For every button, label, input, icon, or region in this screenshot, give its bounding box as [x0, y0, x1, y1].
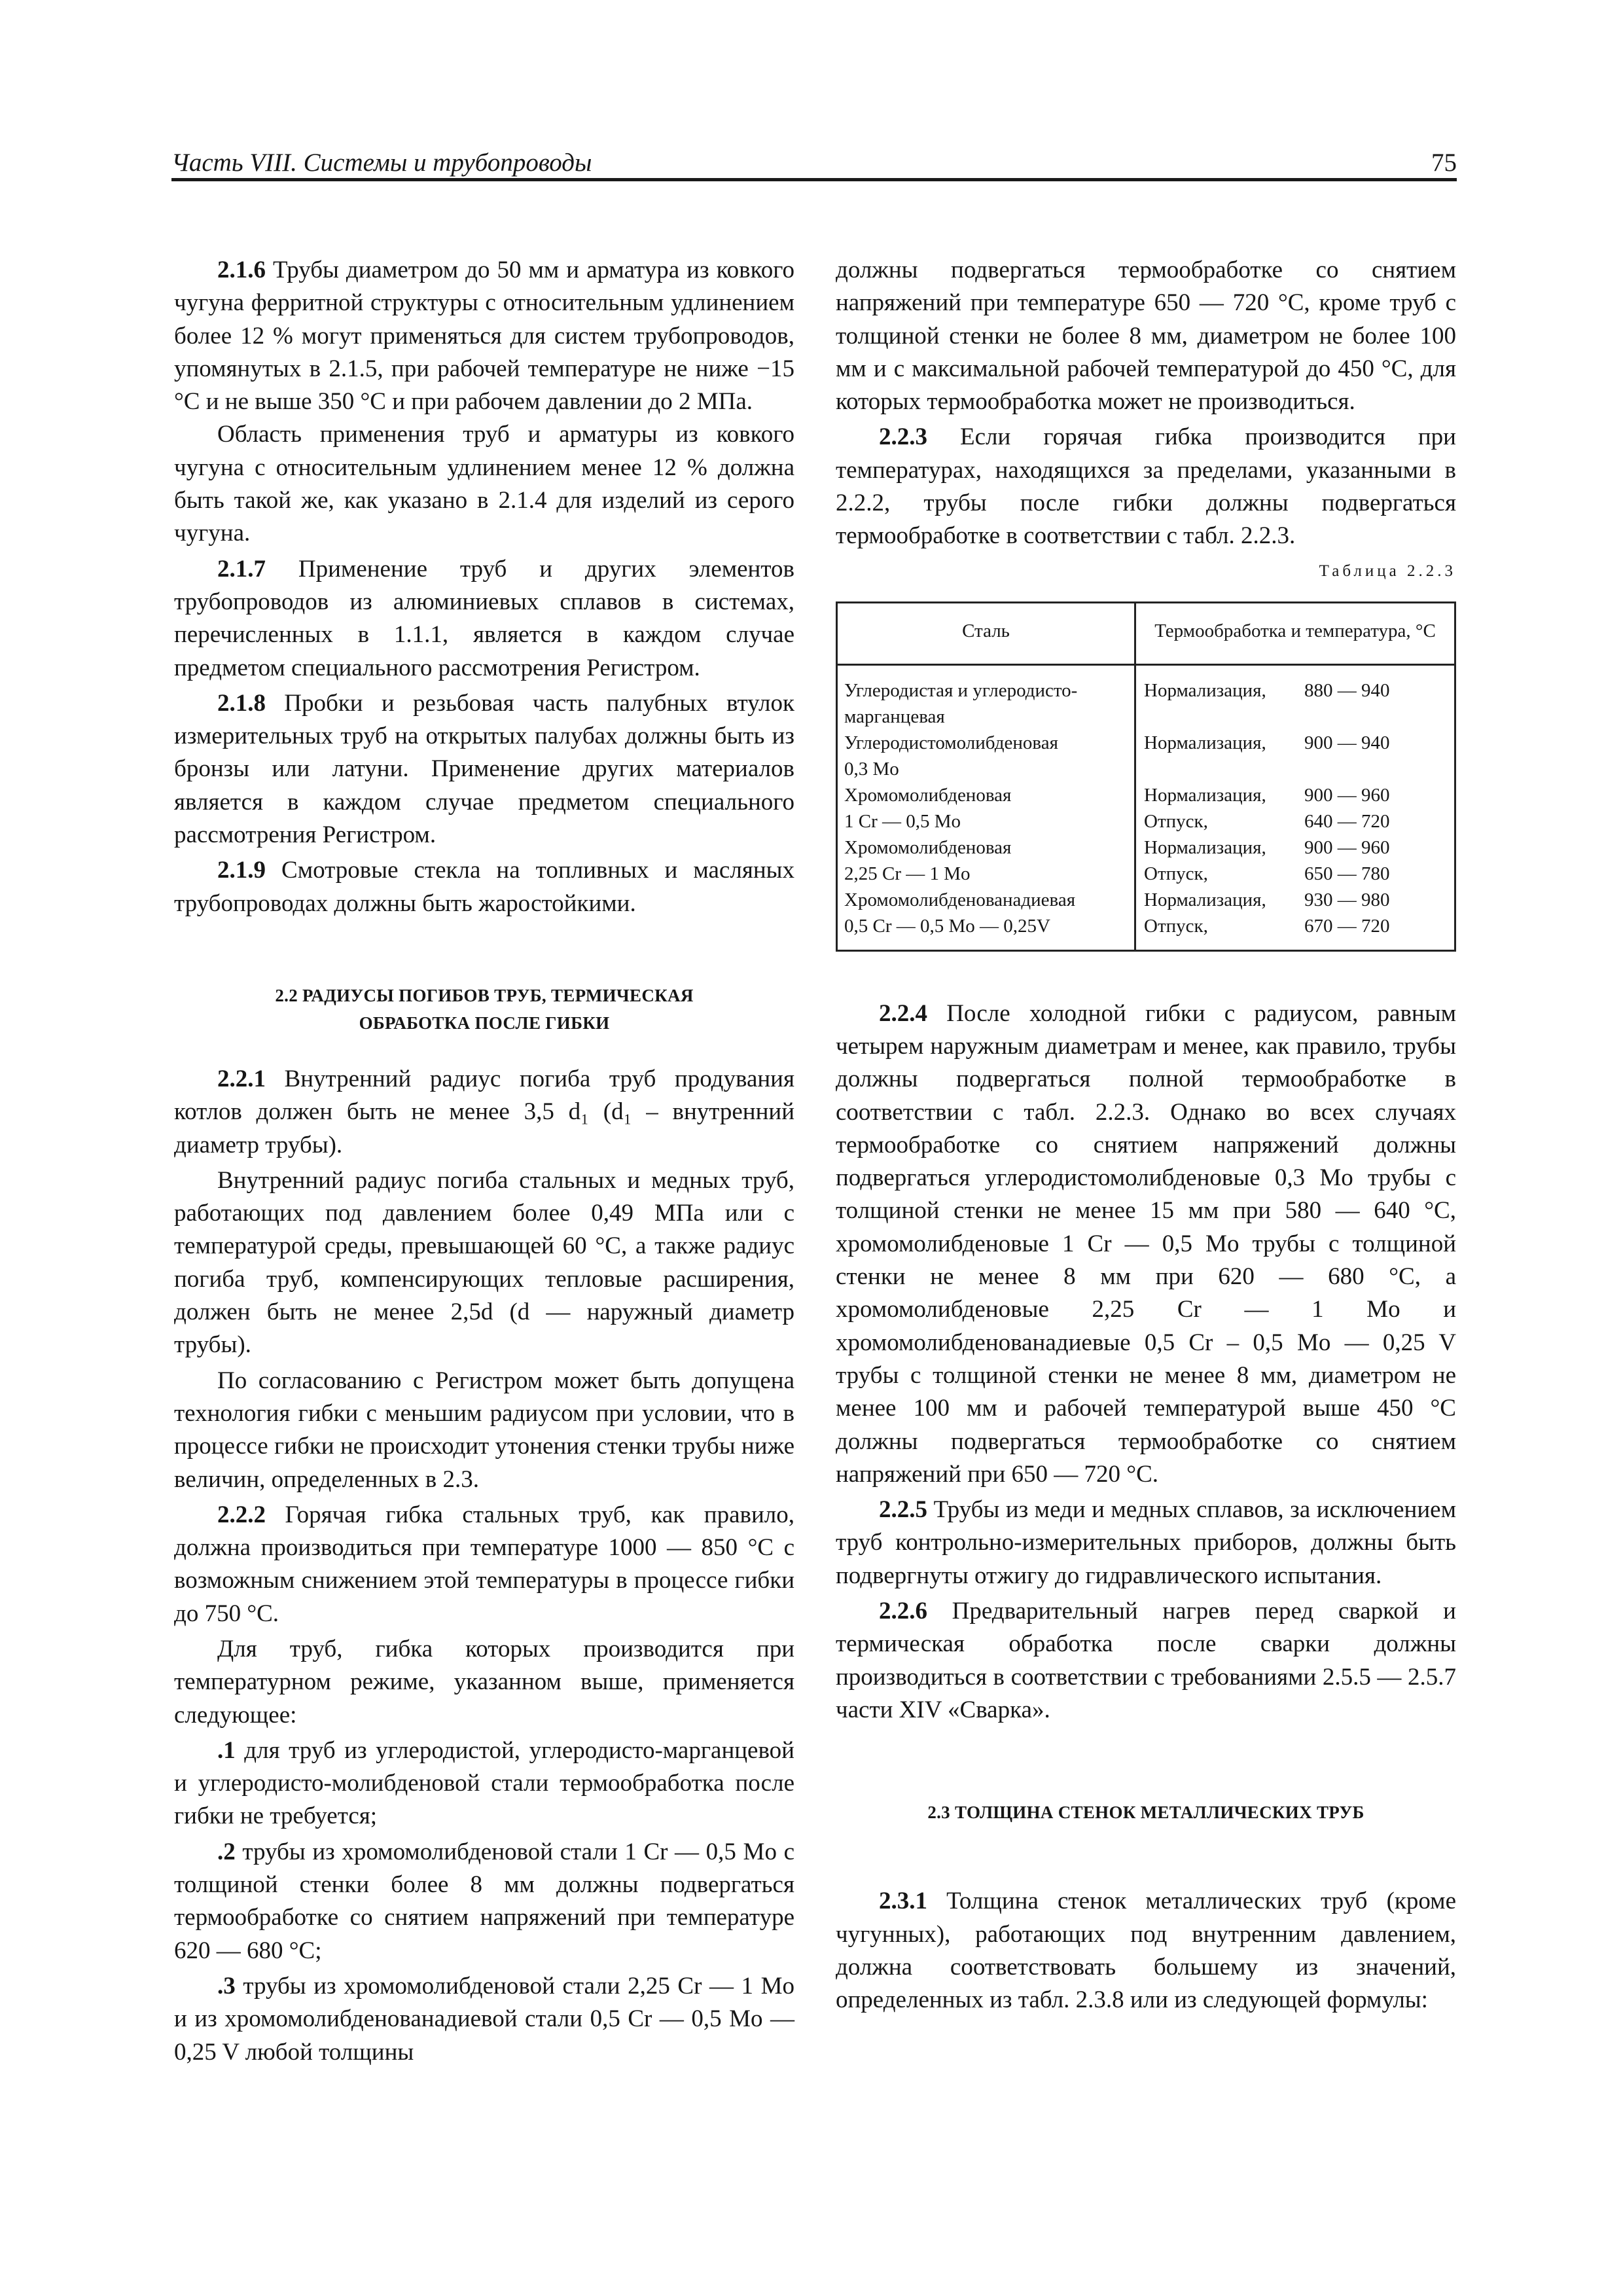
heading-line: 2.2 РАДИУСЫ ПОГИБОВ ТРУБ, ТЕРМИЧЕСКАЯ: [275, 985, 694, 1005]
process: Нормализация,: [1144, 679, 1266, 701]
treatment-column: [1136, 666, 1454, 950]
clause-text: Пробки и резьбовая часть палубных втулок измерительных труб на открытых палубах должны быть из бронзы или латуни. Применение других материалов является в каждом случае предметом специального рассмотрения Регистром.: [174, 689, 794, 849]
paragraph-2-2-3: [836, 421, 1456, 552]
clause-number: 2.2.6: [879, 1598, 927, 1625]
table-cell: [1144, 756, 1449, 782]
table-cell: марганцевая: [844, 706, 945, 727]
paragraph: По согласованию с Регистром может быть допущена технология гибки с меньшим радиусом при условии, что в процессе гибки не происходит утонения стенки трубы ниже величин, определенных в 2.3.: [174, 1367, 794, 1493]
temperature: 670 — 720: [1304, 915, 1390, 937]
table-cell: [1144, 834, 1449, 861]
table-cell: Хромомолибденованадиевая: [844, 889, 1076, 910]
table-cell: 1 Cr — 0,5 Mo: [844, 810, 961, 832]
left-column: [174, 254, 794, 2069]
list-item-2: [174, 1836, 794, 1967]
header-title: Часть VIII. Системы и трубопроводы: [171, 149, 592, 177]
section-heading-2-2: [174, 982, 794, 1037]
column-header-steel: Сталь: [838, 603, 1136, 664]
process: Отпуск,: [1144, 915, 1208, 937]
paragraph-2-2-2: [174, 1499, 794, 1630]
paragraph-2-2-5: [836, 1494, 1456, 1592]
table-caption: Таблица 2.2.3: [1319, 562, 1456, 580]
temperature: 930 — 980: [1304, 889, 1390, 910]
item-text: трубы из хромомолибденовой стали 1 Cr — 0,5 Mo с толщиной стенки более 8 мм должны подвергаться термообработке со снятием напряжений при температуре 620 — 680 °C;: [174, 1838, 794, 1964]
clause-text: Смотровые стекла на топливных и масляных трубопроводах должны быть жаростойкими.: [174, 857, 794, 917]
item-text: трубы из хромомолибденовой стали 2,25 Cr — 1 Mo и из хромомолибденованадиевой стали 0,5 Cr — 0,5 Mo — 0,25 V любой толщины: [174, 1972, 794, 2066]
temperature: 640 — 720: [1304, 810, 1390, 832]
table-cell: Углеродистомолибденовая: [844, 732, 1058, 753]
temperature: 900 — 940: [1304, 732, 1390, 753]
clause-number: 2.1.6: [217, 257, 266, 283]
list-item-3: [174, 1970, 794, 2069]
clause-text: Толщина стенок металлических труб (кроме чугунных), работающих под внутренним давлением, должна соответствовать большему из значений, определенных из табл. 2.3.8 или из следующей формулы:: [836, 1888, 1456, 2014]
clause-number: 2.3.1: [879, 1888, 927, 1915]
item-number: .1: [217, 1736, 236, 1764]
clause-text: Трубы из меди и медных сплавов, за исключением труб контрольно-измерительных приборов, должны быть подвергнуты отжигу до гидравлического испытания.: [836, 1496, 1456, 1589]
clause-text: Трубы диаметром до 50 мм и арматура из ковкого чугуна ферритной структуры с относительным удлинением более 12 % могут применяться для систем трубопроводов, упомянутых в 2.1.5, при рабочей температуре не ниже −15 °C и не выше 350 °C и при рабочем давлении до 2 МПа.: [174, 257, 794, 416]
paragraph-2-1-7: [174, 553, 794, 685]
table-cell: 2,25 Cr — 1 Mo: [844, 863, 971, 884]
item-text: для труб из углеродистой, углеродисто-марганцевой и углеродисто-молибденовой стали термообработка после гибки не требуется;: [174, 1736, 794, 1830]
table-cell: 0,3 Mo: [844, 758, 899, 780]
paragraph: Область применения труб и арматуры из ковкого чугуна с относительным удлинением менее 12 % должна быть такой же, как указано в 2.1.4 для изделий из серого чугуна.: [174, 421, 794, 547]
paragraph: Внутренний радиус погиба стальных и медных труб, работающих под давлением более 0,49 МПа или с температурой среды, превышающей 60 °C, а также радиус погиба труб, компенсирующих тепловые расширения, должен быть не менее 2,5d (d — наружный диаметр трубы).: [174, 1166, 794, 1359]
list-item-1: [174, 1734, 794, 1833]
clause-number: 2.2.3: [879, 423, 927, 451]
paragraph-2-2-6: [836, 1595, 1456, 1727]
table-cell: Хромомолибденовая: [844, 836, 1012, 858]
table-cell: [1144, 704, 1449, 730]
process: Нормализация,: [1144, 784, 1266, 806]
item-number: .3: [217, 1972, 236, 2000]
table-body: [838, 666, 1454, 950]
table-cell: Углеродистая и углеродисто-: [844, 679, 1078, 701]
clause-number: 2.2.1: [217, 1065, 266, 1092]
steel-column: [838, 666, 1136, 950]
paragraph-2-2-1: [174, 1063, 794, 1162]
process: Нормализация,: [1144, 836, 1266, 858]
item-number: .2: [217, 1838, 236, 1865]
table-cell: [1144, 782, 1449, 808]
clause-number: 2.2.5: [879, 1496, 927, 1524]
clause-number: 2.2.4: [879, 999, 927, 1027]
table-cell: [1144, 808, 1449, 834]
running-header: [171, 145, 1457, 181]
table-cell: 0,5 Cr — 0,5 Mo — 0,25V: [844, 915, 1050, 937]
table-cell: [1144, 730, 1449, 756]
table-header-row: [838, 603, 1454, 666]
table-cell: [1144, 861, 1449, 887]
paragraph-2-1-9: [174, 854, 794, 920]
paragraph-2-3-1: [836, 1885, 1456, 2017]
process: Нормализация,: [1144, 889, 1266, 910]
clause-number: 2.1.9: [217, 857, 266, 884]
clause-text: Если горячая гибка производится при температурах, находящихся за пределами, указанными в 2.2.2, трубы после гибки должны подвергаться термообработке в соответствии с табл. 2.2.3.: [836, 423, 1456, 550]
section-heading-2-3: 2.3 ТОЛЩИНА СТЕНОК МЕТАЛЛИЧЕСКИХ ТРУБ: [927, 1803, 1364, 1823]
table-cell: [1144, 913, 1449, 939]
process: Отпуск,: [1144, 810, 1208, 832]
clause-number: 2.1.7: [217, 555, 266, 583]
process: Нормализация,: [1144, 732, 1266, 753]
paragraph-2-1-6: [174, 254, 794, 418]
table-cell: [1144, 677, 1449, 704]
temperature: 900 — 960: [1304, 836, 1390, 858]
clause-text: Внутренний радиус погиба труб продувания котлов должен быть не менее 3,5 d₁ (d₁ – внутренний диаметр трубы).: [174, 1065, 794, 1158]
clause-text: Предварительный нагрев перед сваркой и термическая обработка после сварки должны производиться в соответствии с требованиями 2.5.5 — 2.5.7 части XIV «Сварка».: [836, 1598, 1456, 1723]
paragraph-2-2-4: [836, 997, 1456, 1491]
clause-number: 2.2.2: [217, 1501, 266, 1528]
paragraph: Для труб, гибка которых производится при температурном режиме, указанном выше, применяется следующее:: [174, 1635, 794, 1729]
temperature: 900 — 960: [1304, 784, 1390, 806]
clause-text: Применение труб и других элементов трубопроводов из алюминиевых сплавов в системах, перечисленных в 1.1.1, является в каждом случае предметом специального рассмотрения Регистром.: [174, 555, 794, 681]
paragraph-continuation: должны подвергаться термообработке со снятием напряжений при температуре 650 — 720 °C, кроме труб с толщиной стенки не более 8 мм, диаметром не более 100 мм и с максимальной рабочей температурой до 450 °C, для которых термообработка может не производиться.: [836, 257, 1456, 416]
temperature: 880 — 940: [1304, 679, 1390, 701]
paragraph-2-1-8: [174, 687, 794, 852]
clause-text: Горячая гибка стальных труб, как правило, должна производиться при температуре 1000 — 850 °C с возможным снижением этой температуры в процессе гибки до 750 °C.: [174, 1501, 794, 1627]
clause-text: После холодной гибки с радиусом, равным четырем наружным диаметрам и менее, как правило, трубы должны подвергаться полной термообработке в соответствии с табл. 2.2.3. Однако во всех случаях термообработке со снятием напряжений должны подвергаться углеродистомолибденовые 0,3 Mo трубы с толщиной стенки не менее 15 мм при 580 — 640 °C, хромомолибденовые 1 Cr — 0,5 Mo трубы с толщиной стенки не менее 8 мм при 620 — 680 °C, а хромомолибденовые 2,25 Cr — 1 Mo и хромомолибденованадиевые 0,5 Cr – 0,5 Mo — 0,25 V трубы с толщиной стенки не менее 8 мм, диаметром не менее 100 мм и рабочей температурой выше 450 °C должны подвергаться термообработке со снятием напряжений при 650 — 720 °C.: [836, 999, 1456, 1488]
heat-treatment-table: [836, 601, 1456, 952]
column-header-treatment: Термообработка и температура, °C: [1154, 620, 1436, 641]
right-column: [836, 254, 1456, 2017]
temperature: 650 — 780: [1304, 863, 1390, 884]
table-cell: [1144, 887, 1449, 913]
heading-line: ОБРАБОТКА ПОСЛЕ ГИБКИ: [359, 1013, 610, 1033]
table-cell: Хромомолибденовая: [844, 784, 1012, 806]
process: Отпуск,: [1144, 863, 1208, 884]
page-number: 75: [1431, 149, 1457, 177]
clause-number: 2.1.8: [217, 689, 266, 717]
